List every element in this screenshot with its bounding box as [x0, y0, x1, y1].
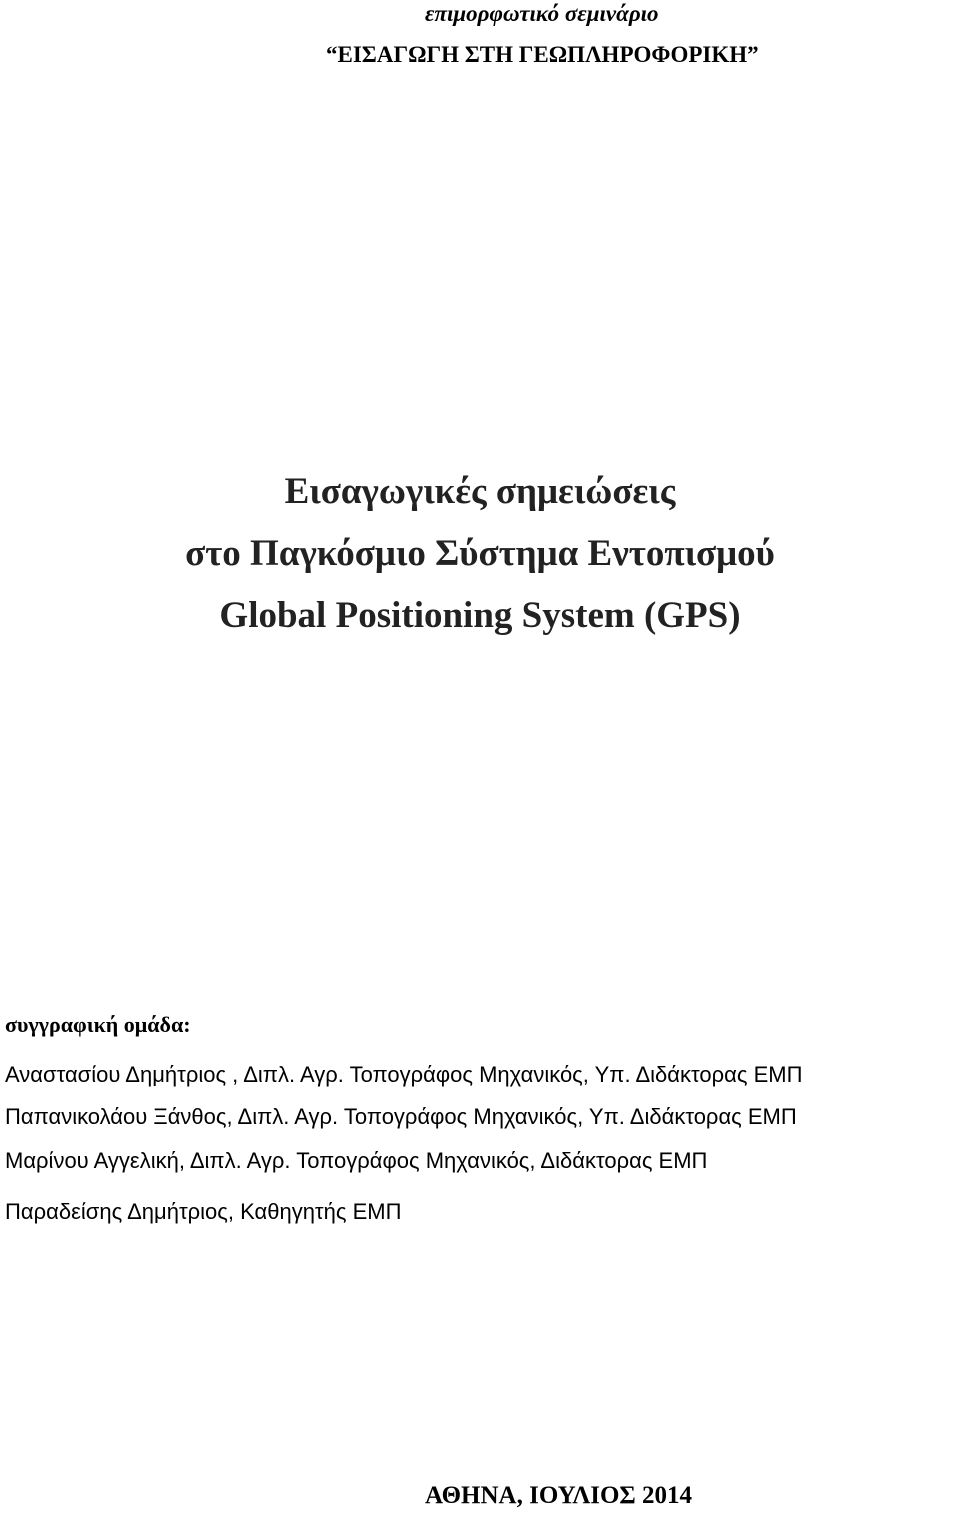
- author-entry: Αναστασίου Δημήτριος , Διπλ. Αγρ. Τοπογράφος Μηχανικός, Υπ. Διδάκτορας ΕΜΠ: [5, 1062, 803, 1087]
- place-date: ΑΘΗΝΑ, ΙΟΥΛΙΟΣ 2014: [425, 1482, 693, 1509]
- author-team-label: συγγραφική ομάδα:: [5, 1012, 191, 1037]
- document-title-line-3: Global Positioning System (GPS): [219, 595, 741, 636]
- document-title-line-2: στο Παγκόσμιο Σύστημα Εντοπισμού: [185, 533, 775, 574]
- document-title-line-1: Εισαγωγικές σημειώσεις: [284, 471, 676, 512]
- seminar-label: επιμορφωτικό σεμινάριο: [425, 1, 659, 26]
- seminar-title: “ΕΙΣΑΓΩΓΗ ΣΤΗ ΓΕΩΠΛΗΡΟΦΟΡΙΚΗ”: [326, 42, 759, 67]
- author-entry: Μαρίνου Αγγελική, Διπλ. Αγρ. Τοπογράφος Μηχανικός, Διδάκτορας ΕΜΠ: [5, 1148, 708, 1173]
- author-entry: Παπανικολάου Ξάνθος, Διπλ. Αγρ. Τοπογράφος Μηχανικός, Υπ. Διδάκτορας ΕΜΠ: [5, 1104, 797, 1129]
- author-entry: Παραδείσης Δημήτριος, Καθηγητής ΕΜΠ: [5, 1199, 402, 1224]
